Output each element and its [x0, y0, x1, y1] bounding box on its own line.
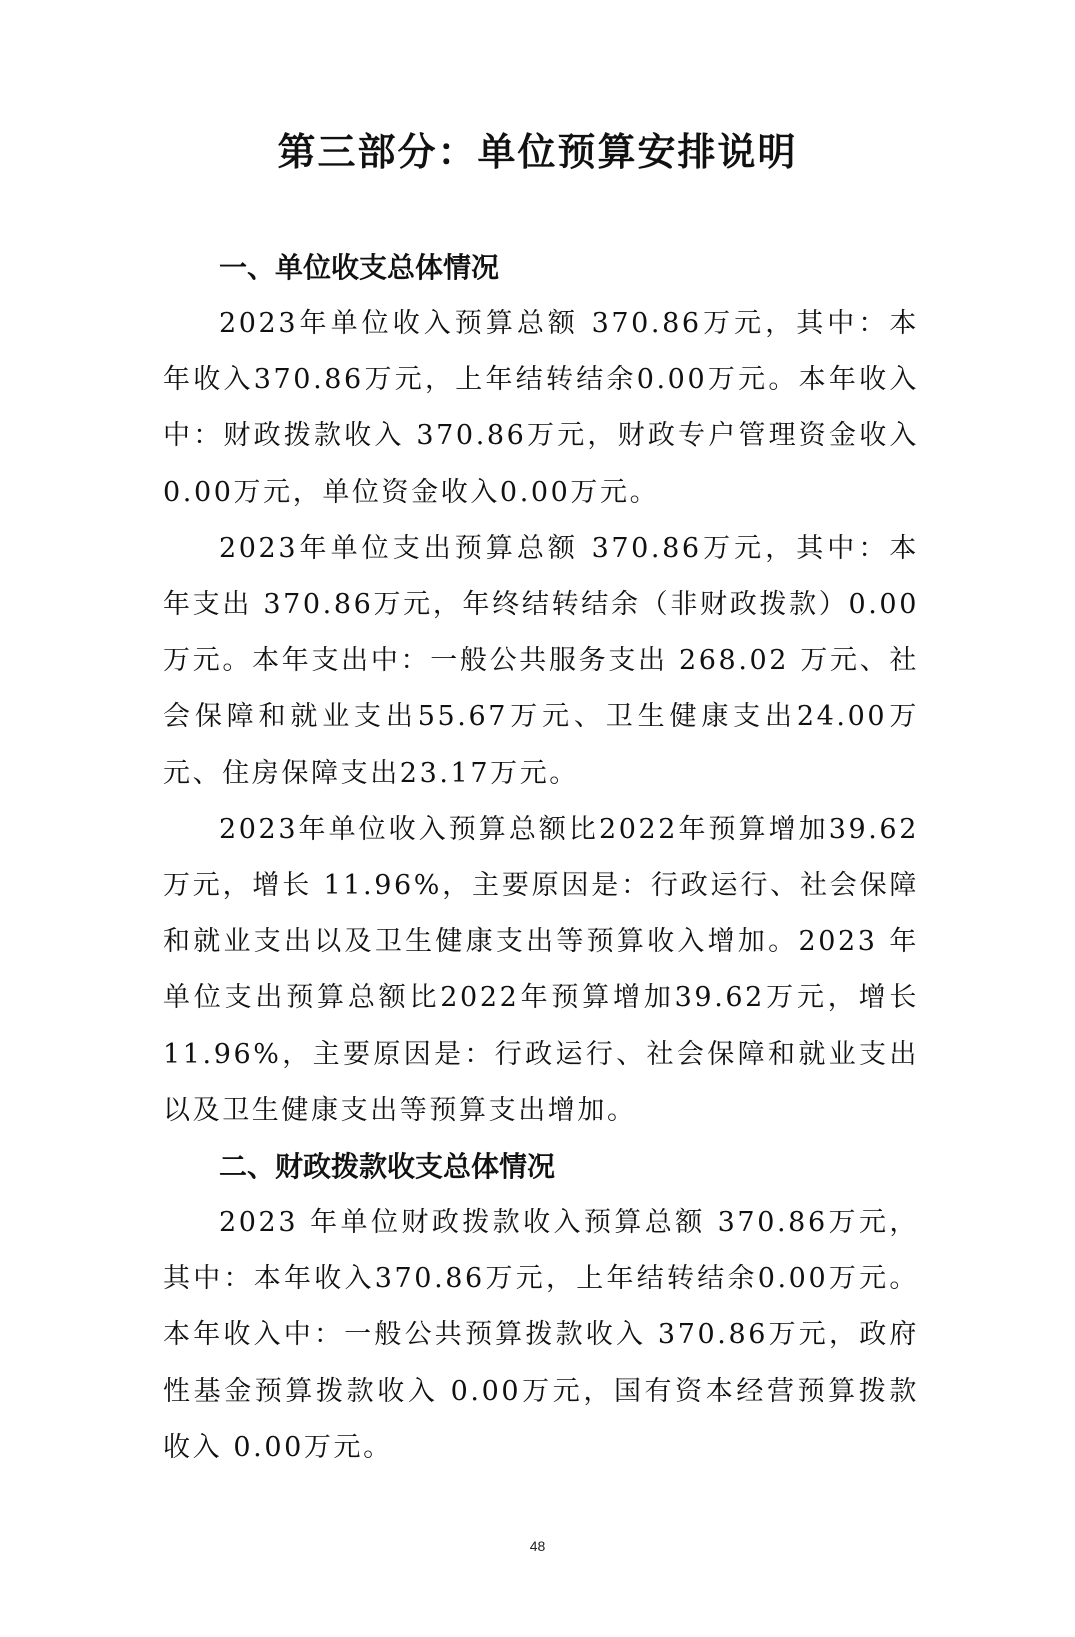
paragraph-fiscal-appropriation-income: 2023 年单位财政拨款收入预算总额 370.86万元，其中：本年收入370.86万元，上年结转结余0.00万元。本年收入中：一般公共预算拨款收入 370.86万元，政府性基金预算拨款收入 0.00万元，国有资本经营预算拨款收入 0.00万元。	[163, 1207, 919, 1463]
page-title: 第三部分：单位预算安排说明	[277, 130, 798, 174]
page-number: 48	[529, 1538, 546, 1554]
section-heading-unit-overview: 一、单位收支总体情况	[219, 251, 500, 284]
paragraph-expenditure-overview: 2023年单位支出预算总额 370.86万元，其中：本年支出 370.86万元，年终结转结余（非财政拨款）0.00万元。本年支出中：一般公共服务支出 268.02 万元、社会保障和就业支出55.67万元、卫生健康支出24.00万元、住房保障支出23.17万元。	[163, 532, 919, 789]
section-heading-fiscal-appropriation: 二、财政拨款收支总体情况	[219, 1150, 556, 1184]
paragraph-income-overview: 2023年单位收入预算总额 370.86万元，其中：本年收入370.86万元，上年结转结余0.00万元。本年收入中：财政拨款收入 370.86万元，财政专户管理资金收入 0.00万元，单位资金收入0.00万元。	[163, 308, 919, 508]
paragraph-year-over-year-change: 2023年单位收入预算总额比2022年预算增加39.62万元，增长 11.96%，主要原因是：行政运行、社会保障和就业支出以及卫生健康支出等预算收入增加。2023 年单位支出预算总额比2022年预算增加39.62万元，增长11.96%，主要原因是：行政运行、社会保障和就业支出以及卫生健康支出等预算支出增加。	[163, 813, 919, 1126]
document-body	[163, 240, 919, 1476]
